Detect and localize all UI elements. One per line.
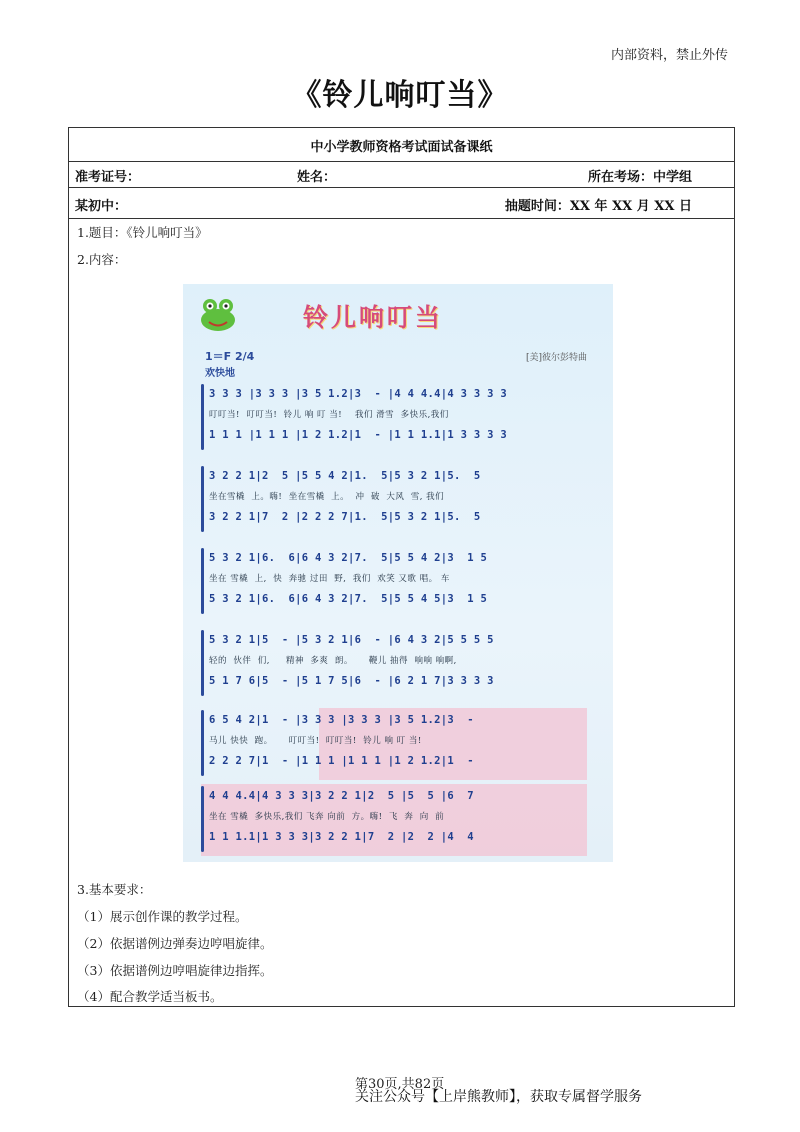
lyrics-line: 坐在雪橇 上。嗨! 坐在雪橇 上。 冲 破 大风 雪, 我们: [209, 492, 445, 502]
melody-line: 5 3 2 1|5 - |5 3 2 1|6 - |6 4 3 2|5 5 5 5: [209, 634, 494, 646]
system-brace: [201, 786, 204, 852]
name-label: 姓名：: [297, 170, 337, 185]
requirement-item: （4）配合教学适当板书。: [77, 989, 223, 1004]
system-brace: [201, 710, 204, 776]
lyrics-line: 马儿 快快 跑。 叮叮当! 叮叮当! 铃儿 响 叮 当!: [209, 736, 422, 746]
requirement-item: （3）依据谱例边哼唱旋律边指挥。: [77, 963, 273, 978]
form-title: 中小学教师资格考试面试备课纸: [310, 140, 493, 155]
melody-line: 4 4 4.4|4 3 3 3|3 2 2 1|2 5 |5 5 |6 7: [209, 790, 474, 802]
school-label: 某初中：: [75, 199, 128, 214]
draw-time: 抽题时间：XX 年 XX 月 XX 日: [504, 199, 692, 214]
lyrics-line: 轻的 伙伴 们, 精神 多爽 朗。 鞭儿 抽得 响响 响啊,: [209, 656, 457, 666]
system-brace: [201, 384, 204, 450]
score-system: [201, 708, 587, 780]
system-brace: [201, 630, 204, 696]
composer-credit: [美]彼尔彭特曲: [525, 353, 587, 363]
system-brace: [201, 548, 204, 614]
score-system: [201, 464, 587, 536]
exam-site-label: 所在考场：中学组: [587, 170, 692, 185]
frog-mascot-icon: [197, 294, 239, 334]
score-system: [201, 546, 587, 618]
harmony-line: 3 2 2 1|7 2 |2 2 2 7|1. 5|5 3 2 1|5. 5: [209, 511, 481, 523]
page-number: 第30页,共82页: [355, 1077, 445, 1092]
school-row: [69, 187, 734, 219]
system-brace: [201, 466, 204, 532]
score-system: [201, 628, 587, 700]
melody-line: 3 2 2 1|2 5 |5 5 4 2|1. 5|5 3 2 1|5. 5: [209, 470, 481, 482]
score-system: [201, 784, 587, 856]
candidate-info-row: [69, 161, 734, 188]
promo-footer: 关注公众号【上岸熊教师】，获取专属督学服务: [355, 1089, 642, 1105]
harmony-line: 5 1 7 6|5 - |5 1 7 5|6 - |6 2 1 7|3 3 3 3: [209, 675, 494, 687]
key-signature: 1＝F 2/4: [205, 350, 255, 363]
confidential-note: 内部资料，禁止外传: [610, 48, 728, 63]
harmony-line: 1 1 1.1|1 3 3 3|3 2 2 1|7 2 |2 2 |4 4: [209, 831, 474, 843]
tempo-marking: 欢快地: [205, 368, 235, 379]
score-system: [201, 382, 587, 454]
content-label: 2.内容：: [77, 252, 127, 267]
melody-line: 3 3 3 |3 3 3 |3 5 1.2|3 - |4 4 4.4|4 3 3 3 3: [209, 388, 507, 400]
lyrics-line: 坐在 雪橇 上, 快 奔驰 过田 野, 我们 欢笑 又歌 唱。 车: [209, 574, 450, 584]
lyrics-line: 叮叮当! 叮叮当! 铃儿 响 叮 当! 我们 滑雪 多快乐,我们: [209, 410, 449, 420]
form-title-row: [69, 128, 734, 162]
harmony-line: 1 1 1 |1 1 1 |1 2 1.2|1 - |1 1 1.1|1 3 3 3 3: [209, 429, 507, 441]
exam-id-label: 准考证号：: [75, 170, 141, 185]
harmony-line: 2 2 2 7|1 - |1 1 1 |1 1 1 |1 2 1.2|1 -: [209, 755, 474, 767]
requirement-item: （1）展示创作课的教学过程。: [77, 909, 248, 924]
melody-line: 6 5 4 2|1 - |3 3 3 |3 3 3 |3 5 1.2|3 -: [209, 714, 474, 726]
song-title: 铃儿响叮当: [303, 303, 444, 332]
page-title: 《铃儿响叮当》: [291, 78, 509, 113]
music-score: [183, 284, 613, 862]
melody-line: 5 3 2 1|6. 6|6 4 3 2|7. 5|5 5 4 2|3 1 5: [209, 552, 488, 564]
requirements-label: 3.基本要求：: [77, 882, 152, 897]
topic-item: 1.题目：《铃儿响叮当》: [77, 225, 208, 240]
harmony-line: 5 3 2 1|6. 6|6 4 3 2|7. 5|5 5 4 5|3 1 5: [209, 593, 488, 605]
lyrics-line: 坐在 雪橇 多快乐,我们 飞奔 向前 方。嗨! 飞 奔 向 前: [209, 812, 445, 822]
requirement-item: （2）依据谱例边弹奏边哼唱旋律。: [77, 936, 273, 951]
